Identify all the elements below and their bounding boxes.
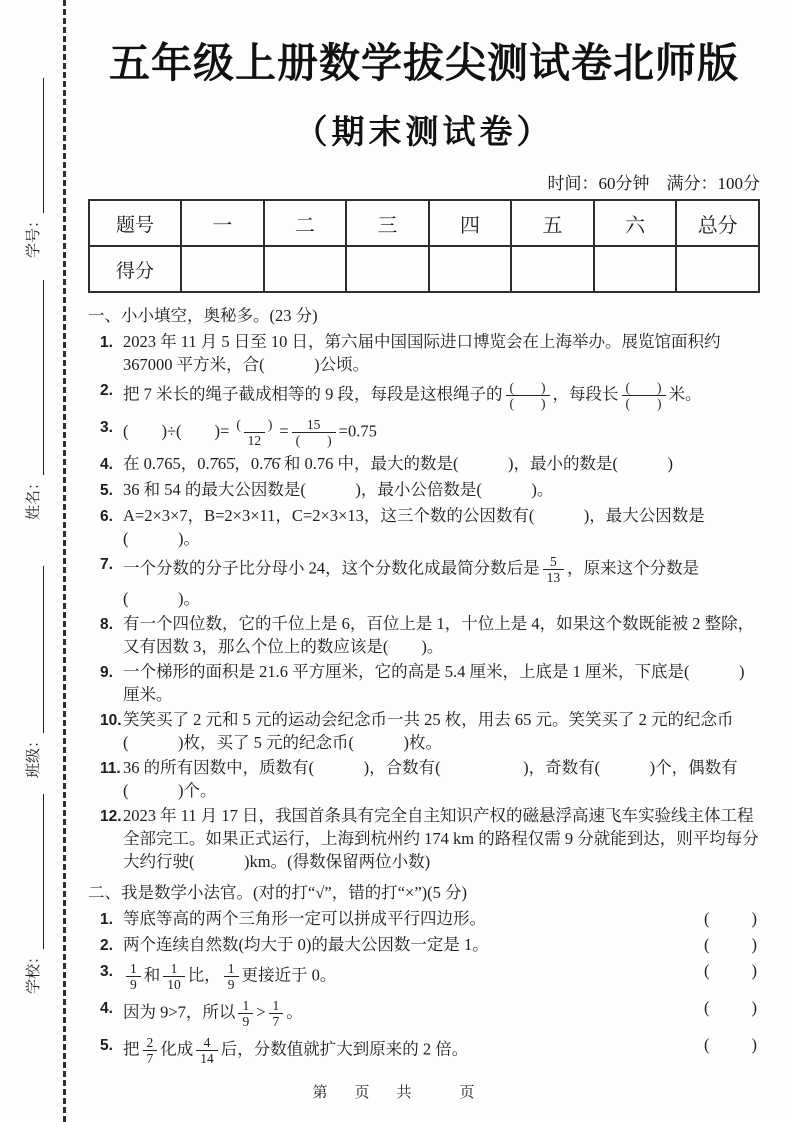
fraction-denominator: 10	[163, 976, 185, 992]
school-label: 学校：	[26, 948, 42, 994]
fraction-numerator: 1	[130, 961, 137, 976]
question-1-5	[88, 478, 760, 502]
question-1-4	[88, 452, 760, 476]
fraction-denominator: 14	[196, 1050, 218, 1066]
question-2-2	[88, 933, 760, 957]
score-cell-1	[181, 246, 264, 292]
name-blank	[30, 280, 44, 475]
question-number: 11.	[100, 760, 121, 777]
question-number: 2.	[100, 382, 113, 399]
score-table-score-row	[89, 246, 759, 292]
question-1-12	[88, 804, 760, 873]
fraction-numerator: 4	[203, 1035, 211, 1050]
score-table	[88, 199, 760, 293]
fraction-numerator: 5	[550, 554, 557, 569]
question-text: ( )÷( )= $\frac{( )}{12}$ = $\frac{15}{( )}$ =0.75	[123, 417, 377, 448]
answer-brackets: ( )	[704, 1035, 760, 1054]
question-1-9	[88, 660, 760, 706]
question-number: 9.	[100, 664, 113, 681]
exam-content	[88, 0, 760, 1070]
question-number: 3.	[100, 419, 113, 436]
question-2-3	[88, 959, 760, 994]
fraction-denominator: ( )	[292, 432, 336, 448]
question-text: A=2×3×7，B=2×3×11，C=2×3×13，这三个数的公因数有( )，最大公因数是( )。	[123, 506, 705, 548]
fraction-denominator: 7	[269, 1013, 284, 1029]
question-number: 1.	[100, 911, 113, 928]
question-number: 4.	[100, 456, 113, 473]
margin-field-school	[22, 794, 44, 994]
question-text: 一个梯形的面积是 21.6 平方厘米，它的高是 5.4 厘米，上底是 1 厘米，下底是( )厘米。	[123, 662, 745, 704]
fraction-denominator: 9	[224, 976, 239, 992]
fraction-denominator: 7	[143, 1050, 158, 1066]
question-2-5	[88, 1033, 760, 1068]
question-2-1	[88, 907, 760, 931]
student-number-blank	[30, 78, 44, 213]
question-text: 两个连续自然数(均大于 0)的最大公因数一定是 1。	[123, 935, 489, 954]
answer-brackets: ( )	[704, 961, 760, 980]
fraction-denominator: ( )	[506, 395, 550, 411]
question-text: 把 $\frac{2}{7}$ 化成 $\frac{4}{14}$ 后，分数值就扩大到原来的 2 倍。	[123, 1035, 469, 1066]
question-1-8	[88, 612, 760, 658]
score-cell-2	[264, 246, 347, 292]
fraction-denominator: 13	[543, 569, 565, 585]
fraction	[622, 380, 666, 411]
fraction-numerator: 1	[272, 998, 280, 1013]
question-2-4	[88, 996, 760, 1031]
page-title: 五年级上册数学拔尖测试卷北师版	[109, 40, 739, 86]
score-cell-4	[429, 246, 512, 292]
score-cell-3	[346, 246, 429, 292]
question-1-2	[88, 378, 760, 413]
fraction-numerator: 2	[146, 1035, 154, 1050]
score-cell-6	[594, 246, 677, 292]
question-number: 4.	[100, 1000, 113, 1017]
question-text: 因为 9>7，所以 $\frac{1}{9}$ > $\frac{1}{7}$ 。	[123, 998, 303, 1029]
score-table-col-1: 一	[181, 200, 264, 246]
page-footer: 第 页 共 页	[312, 1085, 481, 1101]
fraction-numerator: ( )	[509, 380, 546, 395]
score-table-col-2: 二	[264, 200, 347, 246]
question-number: 6.	[100, 508, 113, 525]
dashed-cut-line	[63, 0, 66, 1122]
fraction-numerator: 1	[242, 998, 250, 1013]
fraction	[292, 417, 336, 448]
question-text: 有一个四位数，它的千位上是 6，百位上是 1，十位上是 4，如果这个数既能被 2 整除，又有因数 3，那么个位上的数应该是( )。	[123, 614, 755, 656]
question-text: 等底等高的两个三角形一定可以拼成平行四边形。	[123, 909, 486, 928]
section-heading-1: 一、小小填空，奥秘多。(23 分)	[88, 306, 318, 325]
fraction-denominator: 12	[244, 432, 266, 448]
fraction-numerator: ( )	[625, 380, 662, 395]
fraction-numerator: ( )	[236, 417, 273, 432]
fraction	[196, 1035, 218, 1066]
fraction	[232, 417, 276, 448]
question-text: 36 的所有因数中，质数有( )，合数有( )，奇数有( )个，偶数有( )个。	[123, 758, 738, 800]
question-text: 把 7 米长的绳子截成相等的 9 段，每段是这根绳子的 $\frac{( )}{( )}$ ，每段长 $\frac{( )}{( )}$ 米。	[123, 380, 702, 411]
margin-field-name	[22, 280, 44, 520]
student-number-label: 学号：	[26, 212, 42, 258]
question-number: 10.	[100, 712, 122, 729]
question-text: $\frac{1}{9}$ 和 $\frac{1}{10}$ 比， $\frac{1}{9}$ 更接近于 0。	[123, 959, 690, 994]
question-text: 36 和 54 的最大公因数是( )，最小公倍数是( )。	[123, 480, 554, 499]
answer-brackets: ( )	[704, 909, 760, 928]
score-cell-7	[676, 246, 759, 292]
page-subtitle: （期末测试卷）	[294, 113, 554, 150]
margin-field-class	[22, 566, 44, 778]
fraction-numerator: 1	[227, 961, 235, 976]
score-cell-5	[511, 246, 594, 292]
fraction	[224, 961, 239, 992]
fraction	[126, 961, 141, 992]
score-table-corner: 题号	[89, 200, 181, 246]
question-text: 一个分数的分子比分母小 24，这个分数化成最简分数后是 $\frac{5}{13}$ ，原来这个分数是( )。	[123, 554, 700, 608]
score-table-header-row	[89, 200, 759, 246]
exam-meta: 时间：60分钟 满分：100分	[547, 174, 760, 193]
question-1-1	[88, 330, 760, 376]
question-1-10	[88, 708, 760, 754]
question-number: 5.	[100, 482, 113, 499]
question-number: 2.	[100, 937, 113, 954]
question-number: 8.	[100, 616, 113, 633]
score-row-label: 得分	[89, 246, 181, 292]
question-text: 2023 年 11 月 5 日至 10 日，第六届中国国际进口博览会在上海举办。展览馆面积约 367000 平方米，合( )公顷。	[123, 332, 721, 374]
fraction	[543, 554, 565, 585]
fraction-denominator: 9	[238, 1013, 253, 1029]
question-text: 笑笑买了 2 元和 5 元的运动会纪念币一共 25 枚，用去 65 元。笑笑买了 2 元的纪念币( )枚，买了 5 元的纪念币( )枚。	[123, 710, 734, 752]
question-number: 5.	[100, 1037, 113, 1054]
score-table-col-3: 三	[346, 200, 429, 246]
fraction	[143, 1035, 158, 1066]
class-label: 班级：	[26, 732, 42, 778]
fraction	[163, 961, 185, 992]
question-number: 7.	[100, 556, 113, 573]
answer-brackets: ( )	[704, 998, 760, 1017]
question-1-3	[88, 415, 760, 450]
question-sections	[88, 304, 760, 1068]
question-number: 12.	[100, 808, 122, 825]
school-blank	[30, 794, 44, 949]
fraction	[269, 998, 284, 1029]
fraction-denominator: ( )	[622, 395, 666, 411]
score-table-col-4: 四	[429, 200, 512, 246]
fraction-numerator: 1	[170, 961, 178, 976]
fraction-denominator: 9	[126, 976, 141, 992]
margin-field-student-number	[22, 78, 44, 258]
question-1-6	[88, 504, 760, 550]
fraction	[506, 380, 550, 411]
section-heading-2: 二、我是数学小法官。(对的打“√”，错的打“×”)(5 分)	[88, 883, 468, 902]
fraction	[238, 998, 253, 1029]
answer-brackets: ( )	[704, 935, 760, 954]
question-number: 1.	[100, 334, 113, 351]
score-table-col-7: 总分	[676, 200, 759, 246]
score-table-col-5: 五	[511, 200, 594, 246]
question-1-7	[88, 552, 760, 610]
name-label: 姓名：	[26, 474, 42, 520]
question-number: 3.	[100, 963, 113, 980]
question-text: 在 0.765，0.7̇65̇，0.7̇6̇ 和 0.76 中，最大的数是( )，最小的数是( )	[123, 454, 673, 473]
fraction-numerator: 15	[306, 417, 321, 432]
question-text: 2023 年 11 月 17 日，我国首条具有完全自主知识产权的磁悬浮高速飞车实验线主体工程全部完工。如果正式运行，上海到杭州约 174 km 的路程仅需 9 分就能到达，则平均每分大约行驶( )km。(得数保留两位小数)	[123, 806, 759, 871]
question-1-11	[88, 756, 760, 802]
score-table-col-6: 六	[594, 200, 677, 246]
class-blank	[30, 566, 44, 733]
